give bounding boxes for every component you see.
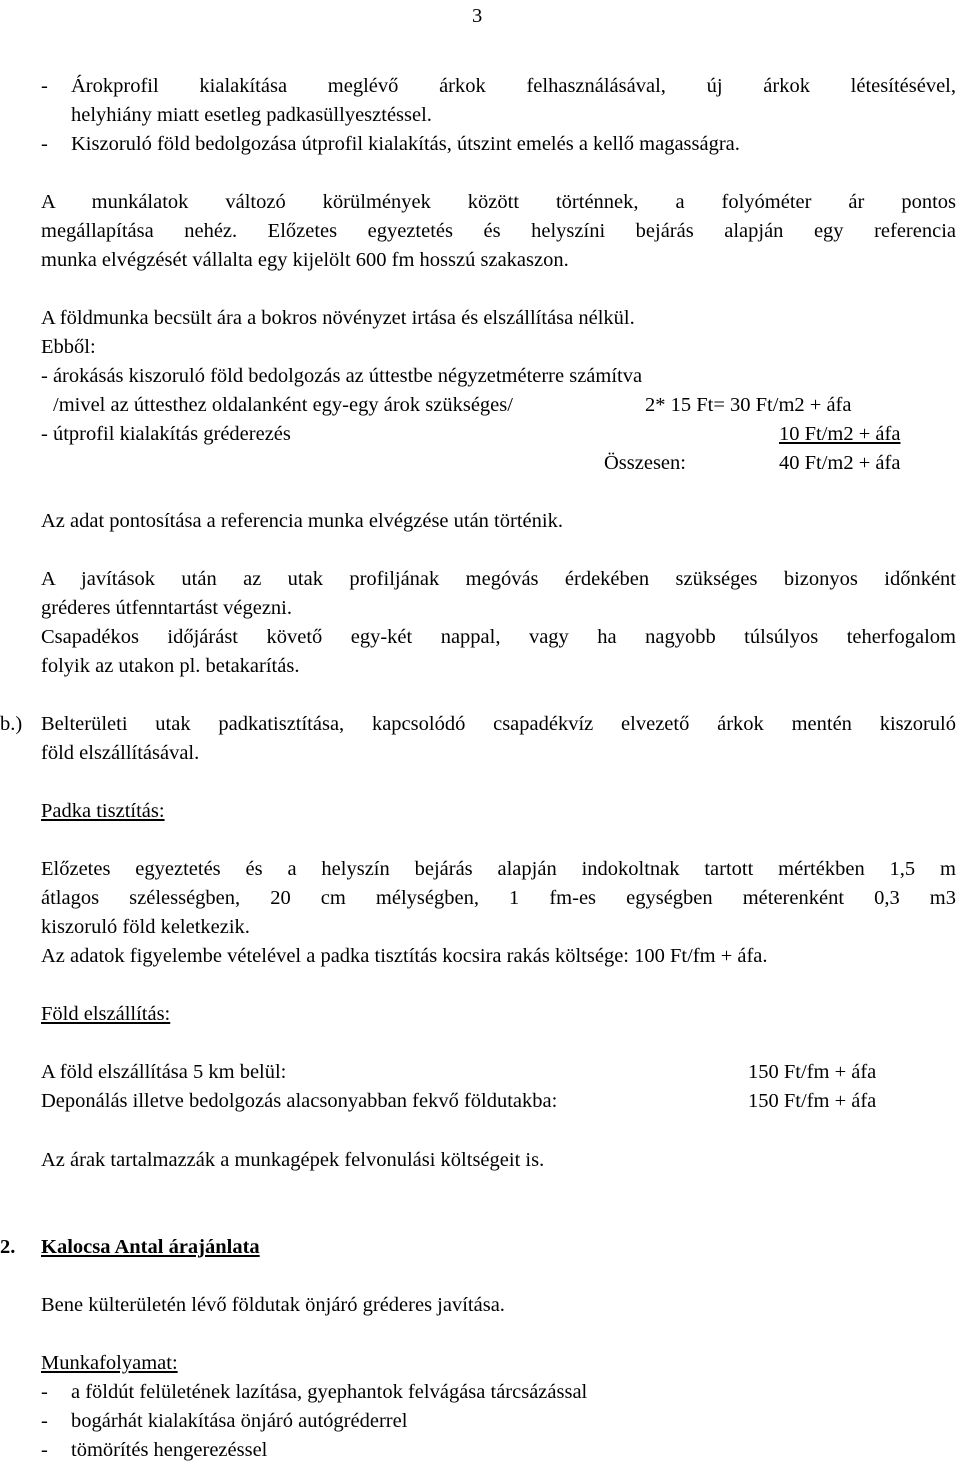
- section-2-title: Kalocsa Antal árajánlata: [41, 1236, 260, 1258]
- paragraph-line: Belterületi utak padkatisztítása, kapcsolódó csapadékvíz elvezető árkok mentén kiszoruló: [41, 713, 956, 735]
- price-row-label: A föld elszállítása 5 km belül:: [41, 1061, 287, 1083]
- bullet-text: Árokprofil kialakítása meglévő árkok felhasználásával, új árkok létesítésével,: [71, 75, 956, 97]
- price-row-value: 150 Ft/fm + áfa: [748, 1090, 877, 1112]
- fold-note: Az árak tartalmazzák a munkagépek felvonulási költségeit is.: [41, 1149, 545, 1171]
- paragraph-line: átlagos szélességben, 20 cm mélységben, 1 fm-es egységben méterenként 0,3 m3: [41, 887, 956, 909]
- paragraph: [41, 855, 956, 971]
- paragraph-line: megállapítása nehéz. Előzetes egyeztetés és helyszíni bejárás alapján egy referencia: [41, 220, 956, 242]
- price-row: [41, 1087, 956, 1116]
- price-row-value: 10 Ft/m2 + áfa: [779, 423, 901, 445]
- section-2-subtitle: Bene külterületén lévő földutak önjáró gréderes javítása.: [41, 1294, 505, 1316]
- price-row-value: 150 Ft/fm + áfa: [748, 1061, 877, 1083]
- bullet-text-continued: helyhiány miatt esetleg padkasüllyesztéssel.: [71, 104, 432, 126]
- section-b-label: b.): [0, 713, 23, 735]
- paragraph-line: Csapadékos időjárást követő egy-két nappal, vagy ha nagyobb túlsúlyos teherfogalom: [41, 626, 956, 648]
- paragraph-line: Ebből:: [41, 336, 96, 358]
- list-item: - tömörítés hengerezéssel: [41, 1439, 268, 1461]
- paragraph-line: A munkálatok változó körülmények között történnek, a folyóméter ár pontos: [41, 191, 956, 213]
- price-row: [41, 1058, 956, 1087]
- process-list: [41, 1378, 956, 1465]
- paragraph-line: A javítások után az utak profiljának megóvás érdekében szükséges bizonyos időnként: [41, 568, 956, 590]
- padka-heading: Padka tisztítás:: [41, 800, 165, 822]
- paragraph-line: munka elvégzését vállalta egy kijelölt 600 fm hosszú szakaszon.: [41, 249, 569, 271]
- price-row-label: - útprofil kialakítás gréderezés: [41, 423, 291, 445]
- price-row: [41, 391, 956, 420]
- total-row: [41, 449, 956, 478]
- section-2-heading: [0, 1233, 956, 1262]
- section-b: [0, 710, 956, 768]
- bullet-item: - Kiszoruló föld bedolgozása útprofil kialakítás, útszint emelés a kellő magasságra.: [41, 133, 740, 155]
- section-2-number: 2.: [0, 1236, 16, 1258]
- paragraph-line: föld elszállításával.: [41, 742, 200, 764]
- paragraph-line: Az adatok figyelembe vételével a padka tisztítás kocsira rakás költsége: 100 Ft/fm + áfa.: [41, 945, 768, 967]
- page-number: 3: [472, 5, 483, 27]
- process-heading: [41, 1349, 956, 1378]
- paragraph-line: kiszoruló föld keletkezik.: [41, 916, 250, 938]
- bullet-item: - Árokprofil kialakítása meglévő árkok felhasználásával, új árkok létesítésével, helyhiány miatt esetleg padkasüllyesztéssel.: [41, 72, 956, 130]
- bullet-text: Kiszoruló föld bedolgozása útprofil kialakítás, útszint emelés a kellő magasságra.: [71, 133, 740, 155]
- price-paragraph: [41, 304, 956, 391]
- paragraph-line: folyik az utakon pl. betakarítás.: [41, 655, 300, 677]
- total-label: Összesen:: [604, 452, 686, 474]
- paragraph-line: gréderes útfenntartást végezni.: [41, 597, 293, 619]
- price-row-label: /mivel az úttesthez oldalanként egy-egy árok szükséges/: [53, 394, 513, 416]
- fold-heading: Föld elszállítás:: [41, 1003, 171, 1025]
- list-item: - bogárhát kialakítása önjáró autógréderrel: [41, 1410, 408, 1432]
- list-item: - a földút felületének lazítása, gyephantok felvágása tárcsázással: [41, 1381, 588, 1403]
- price-row: [41, 420, 956, 449]
- price-row-label: Deponálás illetve bedolgozás alacsonyabban fekvő földutakba:: [41, 1090, 558, 1112]
- total-value: 40 Ft/m2 + áfa: [779, 452, 901, 474]
- process-heading-text: Munkafolyamat:: [41, 1352, 178, 1374]
- paragraph: [41, 188, 956, 275]
- paragraph: [41, 565, 956, 681]
- price-row-value: 2* 15 Ft= 30 Ft/m2 + áfa: [645, 394, 852, 416]
- paragraph-line: Előzetes egyeztetés és a helyszín bejárás alapján indokoltnak tartott mértékben 1,5 m: [41, 858, 956, 880]
- paragraph-line: A földmunka becsült ára a bokros növényzet irtása és elszállítása nélkül.: [41, 307, 635, 329]
- paragraph-line: - árokásás kiszoruló föld bedolgozás az úttestbe négyzetméterre számítva: [41, 365, 643, 387]
- paragraph: Az adat pontosítása a referencia munka elvégzése után történik.: [41, 510, 563, 532]
